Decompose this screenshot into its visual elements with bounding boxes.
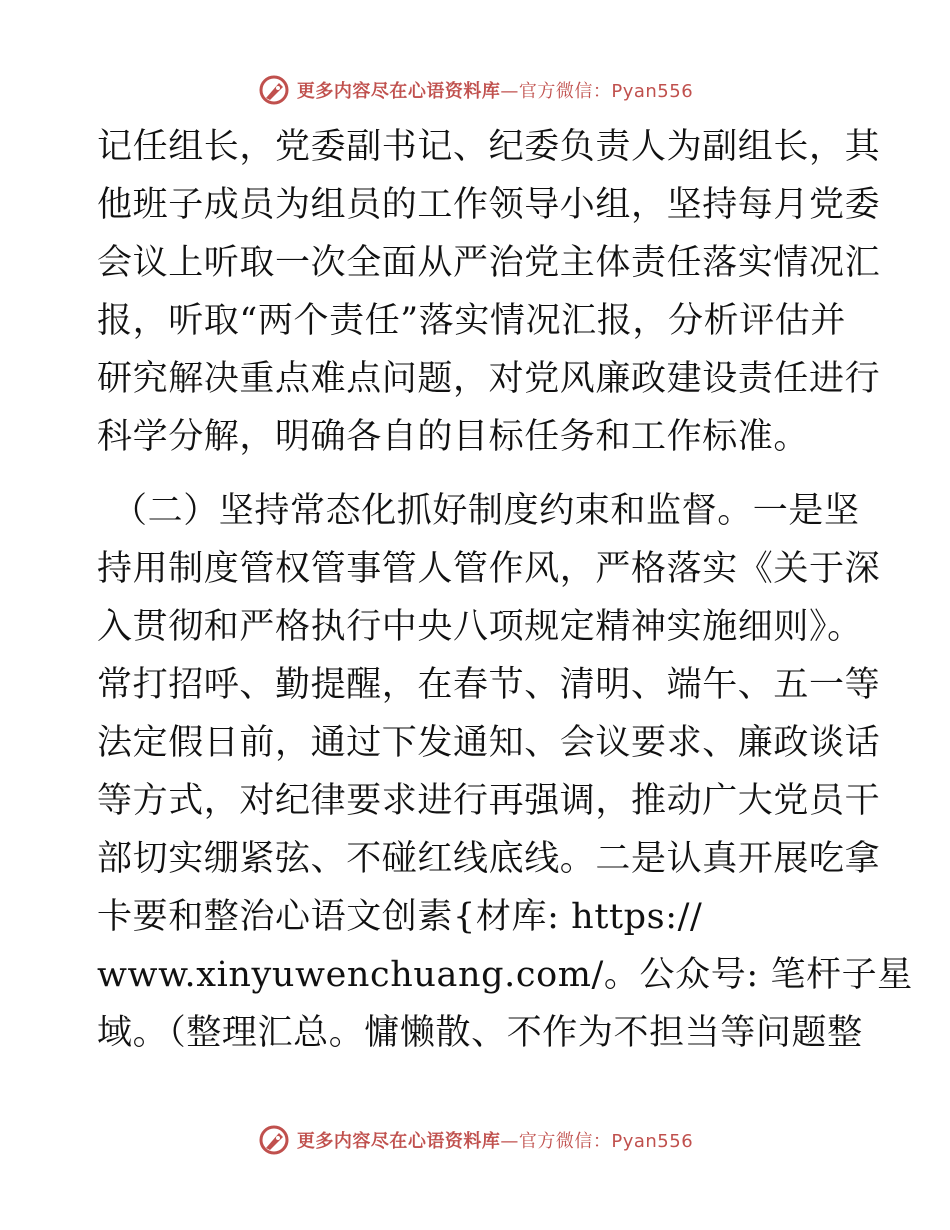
footer-banner-text bbox=[297, 1127, 693, 1153]
paragraph-line: 部切实绷紧弦、不碰红线底线。二是认真开展吃拿 bbox=[97, 839, 881, 879]
paragraph-line: 入贯彻和严格执行中央八项规定精神实施细则》。 bbox=[97, 607, 863, 647]
paragraph-1 bbox=[97, 118, 881, 466]
paragraph-line: 法定假日前，通过下发通知、会议要求、廉政谈话 bbox=[97, 723, 881, 763]
paragraph-gap bbox=[97, 466, 857, 482]
paragraph-line: 域。（整理汇总。慵懒散、不作为不担当等问题整 bbox=[97, 1013, 863, 1053]
paragraph-line: 报，听取“两个责任”落实情况汇报，分析评估并 bbox=[97, 301, 846, 341]
paragraph-line: 等方式，对纪律要求进行再强调，推动广大党员干 bbox=[97, 781, 881, 821]
document-body bbox=[97, 118, 913, 1062]
footer-banner-site: 更多内容尽在心语资料库 bbox=[296, 1131, 501, 1152]
footer-banner bbox=[0, 1120, 950, 1160]
paragraph-line: 研究解决重点难点问题，对党风廉政建设责任进行 bbox=[97, 359, 881, 399]
paragraph-line: 科学分解，明确各自的目标任务和工作标准。 bbox=[97, 417, 810, 457]
paragraph-2 bbox=[97, 482, 913, 1062]
paragraph-line: 记任组长，党委副书记、纪委负责人为副组长，其 bbox=[97, 127, 881, 167]
header-banner-site: 更多内容尽在心语资料库 bbox=[296, 81, 501, 102]
header-banner-text bbox=[297, 77, 693, 103]
footer-banner-dash: — bbox=[500, 1131, 519, 1152]
paragraph-line: www.xinyuwenchuang.com/。公众号: 笔杆子星 bbox=[97, 955, 913, 995]
footer-banner-wechat: 官方微信：Pyan556 bbox=[518, 1131, 694, 1152]
paragraph-line: （二）坚持常态化抓好制度约束和监督。一是坚 bbox=[112, 491, 860, 531]
pen-nib-logo-icon bbox=[257, 1123, 291, 1157]
paragraph-line: 持用制度管权管事管人管作风，严格落实《关于深 bbox=[97, 549, 881, 589]
header-banner bbox=[0, 70, 950, 110]
pen-nib-logo-icon bbox=[257, 73, 291, 107]
header-banner-dash: — bbox=[500, 81, 519, 102]
paragraph-line: 常打招呼、勤提醒，在春节、清明、端午、五一等 bbox=[97, 665, 881, 705]
paragraph-line: 会议上听取一次全面从严治党主体责任落实情况汇 bbox=[97, 243, 881, 283]
header-banner-wechat: 官方微信：Pyan556 bbox=[518, 81, 694, 102]
paragraph-line: 卡要和整治心语文创素{材库: https:// bbox=[97, 897, 703, 937]
paragraph-line: 他班子成员为组员的工作领导小组，坚持每月党委 bbox=[97, 185, 881, 225]
